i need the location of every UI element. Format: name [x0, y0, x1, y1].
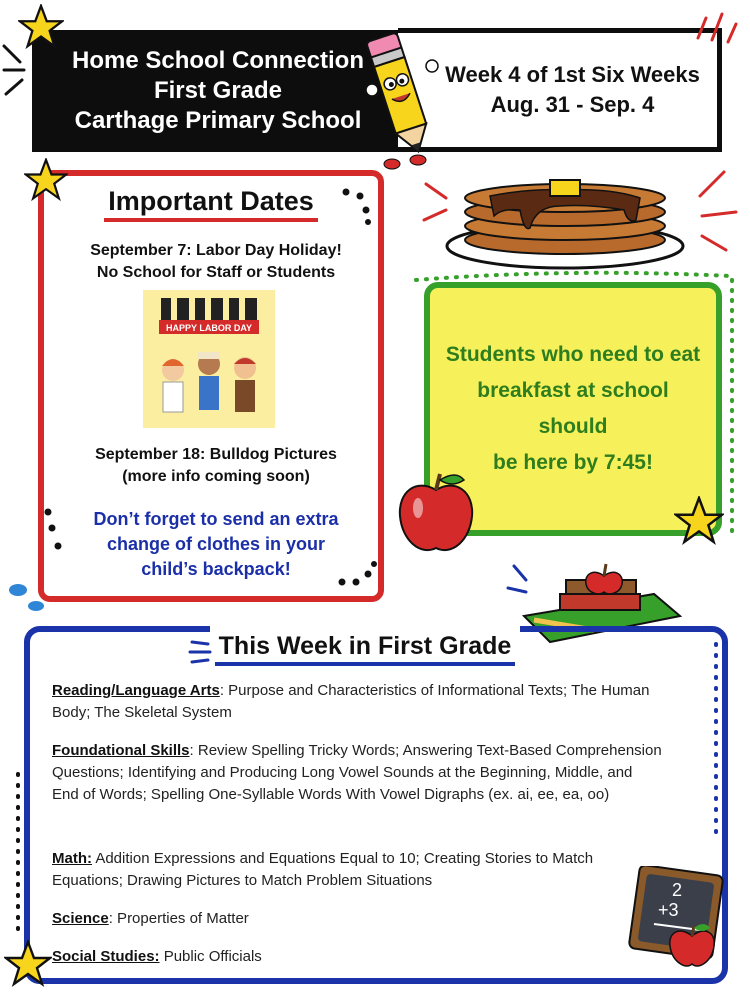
spark-lines-icon [690, 166, 740, 256]
decorative-dots-icon [336, 560, 380, 590]
decorative-dots-icon [706, 640, 726, 840]
header-title-line-1: Home School Connection [71, 47, 364, 74]
subject-science: Science: Properties of Matter [52, 910, 249, 927]
week-dates: Aug. 31 - Sep. 4 [490, 92, 655, 117]
date-item-labor-day: September 7: Labor Day Holiday! No School for Staff or Students [90, 242, 342, 281]
subject-reading: Reading/Language Arts: Purpose and Characteristics of Informational Texts; The Human Body; The Skeletal System [52, 682, 650, 721]
decorative-dots-icon [8, 770, 28, 940]
subject-social-studies: Social Studies: Public Officials [52, 948, 262, 965]
decorative-dots-icon [340, 186, 374, 226]
apple-icon [396, 468, 476, 558]
date-item-bulldog-pictures: September 18: Bulldog Pictures (more info coming soon) [95, 446, 337, 485]
chalkboard-icon [628, 866, 724, 978]
subject-math: Math: Addition Expressions and Equations Equal to 10; Creating Stories to Match Equations; Drawing Pictures to Match Problem Situations [52, 850, 594, 889]
star-icon [674, 496, 724, 546]
chalkboard-bottom-number: +3 [658, 900, 679, 920]
chalkboard-top-number: 2 [672, 880, 683, 900]
backpack-reminder: Don’t forget to send an extra change of clothes in your child’s backpack! [93, 509, 339, 579]
header-title-banner [32, 30, 404, 152]
header-title-line-2: First Grade [153, 77, 283, 104]
important-dates-title: Important Dates [38, 186, 384, 217]
spark-lines-icon [692, 8, 742, 48]
header-title-line-3: Carthage Primary School [74, 107, 362, 134]
subject-foundational-skills: Foundational Skills: Review Spelling Tricky Words; Answering Text-Based Comprehension Questions; Identifying and Producing Long Vowel Sounds at the Beginning, Middle, and End of Words; Spelling One-Syllable Words With Vowel Digraphs (ex. ai, ee, ea, oo) [52, 742, 662, 803]
this-week-title: This Week in First Grade [210, 632, 520, 661]
breakfast-notice-text: Students who need to eat breakfast at school should be here by 7:45! [445, 343, 701, 474]
star-icon [4, 940, 52, 988]
week-number: Week 4 of 1st Six Weeks [445, 62, 700, 87]
spark-lines-icon [420, 178, 454, 228]
svg-text:HAPPY LABOR DAY: HAPPY LABOR DAY [165, 323, 253, 333]
pencil-mascot-icon [362, 26, 442, 176]
water-splash-icon [6, 576, 50, 616]
decorative-dots-icon [40, 506, 66, 556]
labor-day-image [143, 290, 275, 428]
week-info-box [398, 28, 722, 152]
spark-lines-icon [0, 40, 34, 100]
